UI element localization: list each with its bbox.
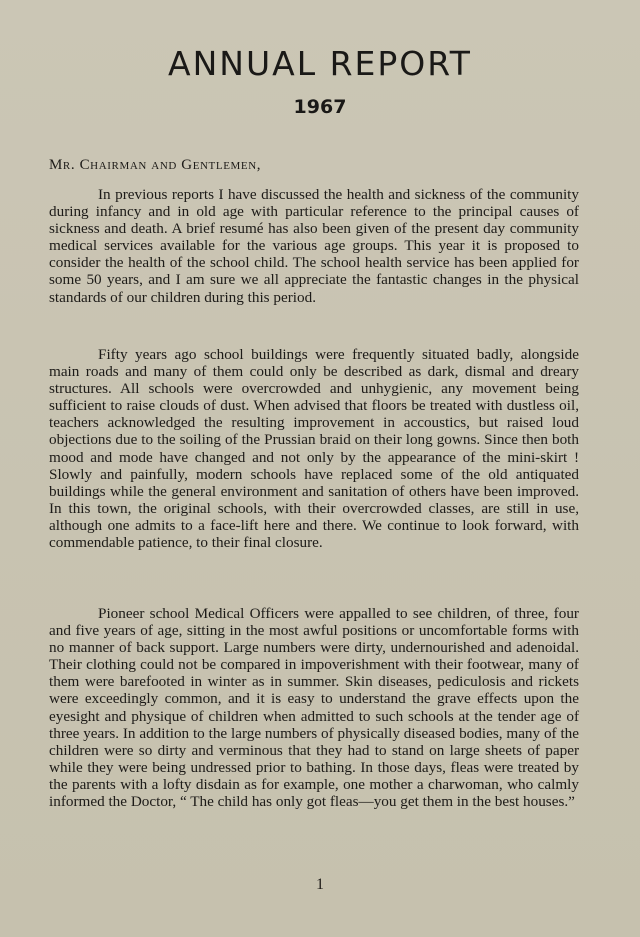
salutation: Mr. Chairman and Gentlemen, [49,157,262,173]
paragraph-pioneer-medical-officers: Pioneer school Medical Officers were appalled to see children, of three, four and five years of age, sitting in the most awful positions or uncomfortable forms with no manner of back support. Large numbers were dirty, undernourished and adenoidal. Their clothing could not be compared in impoverishment with their footwear, many of them were barefooted in winter as in summer. Skin diseases, pediculosis and rickets were exceedingly common, and it is easy to understand the grave effects upon the eyesight and physique of children when admitted to such schools at the tender age of three years. In addition to the large numbers of physically diseased bodies, many of the children were so dirty and verminous that they had to stand on large sheets of paper while they were being undressed prior to bathing. In those days, fleas were treated by the parents with a lofty disdain as for example, one mother a charwoman, who calmly informed the Doctor, “ The child has only got fleas—you get them in the best houses.” [49,605,579,811]
report-title: ANNUAL REPORT [168,44,472,83]
report-year: 1967 [293,96,347,118]
paragraph-school-health-intro: In previous reports I have discussed the health and sickness of the community during infancy and in old age with particular reference to the principal causes of sickness and death. A brief resumé has also been given of the present day community medical services available for the various age groups. This year it is proposed to consider the health of the school child. The school health service has been applied for some 50 years, and I am sure we all appreciate the fantastic changes in the physical standards of our children during this period. [49,186,579,306]
paragraph-school-buildings: Fifty years ago school buildings were frequently situated badly, alongside main roads and many of them could only be described as dark, dismal and dreary structures. All schools were overcrowded and unhygienic, any movement being sufficient to raise clouds of dust. When advised that floors be treated with dustless oil, teachers acknowledged the resulting improvement in accoustics, but raised loud objections due to the soiling of the Prussian braid on their long gowns. Since then both mood and mode have changed and not only by the appearance of the mini-skirt ! Slowly and painfully, modern schools have replaced some of the old antiquated buildings while the general environment and sanitation of others have been improved. In this town, the original schools, with their overcrowded classes, are still in use, although one admits to a face-lift here and there. We continue to look forward, with commendable patience, to their final closure. [49,346,579,552]
page-number: 1 [316,876,324,893]
